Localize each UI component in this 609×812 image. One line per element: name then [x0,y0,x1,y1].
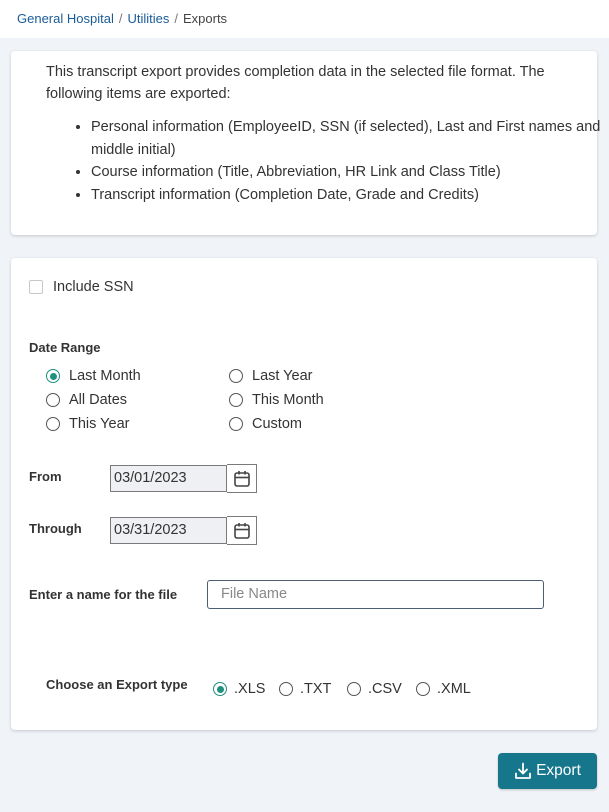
include-ssn-checkbox[interactable] [29,280,43,294]
radio-label: Custom [252,416,302,432]
breadcrumb [17,11,227,26]
radio-label: .CSV [368,681,402,697]
through-calendar-button[interactable] [227,516,257,545]
radio-label: .XLS [234,681,266,697]
through-date-input[interactable]: 03/31/2023 [110,517,227,544]
radio-label: .XML [437,681,471,697]
radio-button[interactable] [229,417,243,431]
breadcrumb-utilities[interactable]: Utilities [127,11,170,26]
from-date-input[interactable]: 03/01/2023 [110,465,227,492]
export-form-card [11,258,597,730]
date-range-this-year[interactable] [46,416,129,432]
export-type-xls[interactable] [213,681,265,697]
export-button-label: Export [536,762,581,779]
radio-button[interactable] [213,682,227,696]
export-type-txt[interactable] [279,681,331,697]
radio-button[interactable] [46,369,60,383]
file-name-label: Enter a name for the file [29,587,178,602]
export-button[interactable] [498,753,597,789]
list-item: • Course information (Title, Abbreviation, HR Link and Class Title) [91,161,601,184]
export-type-xml[interactable] [416,681,471,697]
radio-button[interactable] [46,417,60,431]
radio-button[interactable] [279,682,293,696]
date-range-last-year[interactable] [229,368,312,384]
from-calendar-button[interactable] [227,464,257,493]
radio-button[interactable] [416,682,430,696]
breadcrumb-separator: / [174,11,178,26]
breadcrumb-current: Exports [182,11,228,26]
date-range-label: Date Range [29,340,101,355]
date-range-all-dates[interactable] [46,392,127,408]
radio-button[interactable] [46,393,60,407]
export-type-label: Choose an Export type [46,677,188,692]
from-label: From [29,469,62,484]
list-item: • Transcript information (Completion Date, Grade and Credits) [91,184,601,207]
radio-button[interactable] [229,369,243,383]
calendar-icon [233,470,251,488]
calendar-icon [233,522,251,540]
download-icon [514,762,532,780]
radio-label: This Month [252,392,324,408]
radio-label: This Year [69,416,130,432]
date-range-last-month[interactable] [46,368,141,384]
include-ssn-row[interactable] [29,279,134,295]
file-name-input[interactable]: File Name [207,580,544,609]
export-type-csv[interactable] [347,681,402,697]
breadcrumb-separator: / [118,11,123,26]
radio-label: .TXT [300,681,332,697]
radio-button[interactable] [229,393,243,407]
radio-button[interactable] [347,682,361,696]
radio-label: Last Month [69,368,141,384]
date-range-custom[interactable] [229,416,302,432]
date-range-this-month[interactable] [229,392,324,408]
include-ssn-label: Include SSN [53,279,134,295]
list-item: • Personal information (EmployeeID, SSN (if selected), Last and First names and middle initial) [91,116,601,161]
breadcrumb-general-hospital[interactable]: General Hospital [17,11,114,26]
radio-label: All Dates [69,392,128,408]
export-intro-text: This transcript export provides completion data in the selected file format. The following items are exported: [46,64,545,102]
through-date-picker [110,517,257,545]
radio-label: Last Year [252,368,313,384]
export-info-card [11,51,601,235]
through-label: Through [29,521,82,536]
from-date-picker [110,465,257,493]
exported-items-list [46,116,601,206]
top-bar [0,0,609,38]
